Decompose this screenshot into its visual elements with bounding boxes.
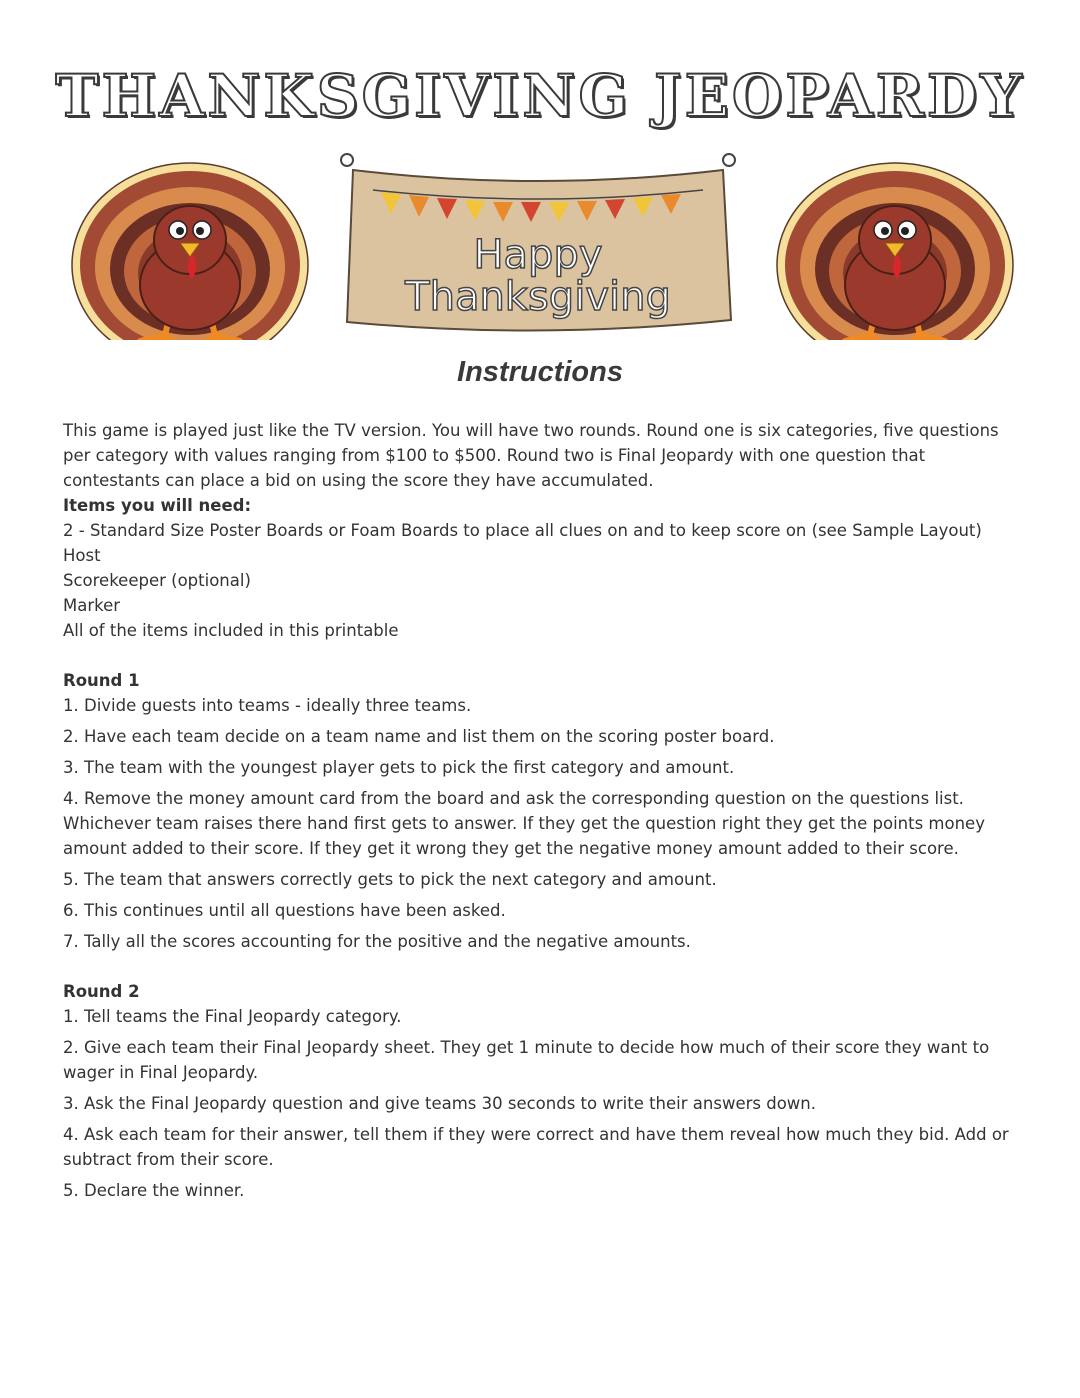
list-item: 6. This continues until all questions have been asked. bbox=[63, 901, 506, 920]
turkey-illustration-left bbox=[70, 150, 310, 340]
list-item: 5. The team that answers correctly gets to pick the next category and amount. bbox=[63, 870, 717, 889]
items-title: Items you will need: bbox=[63, 496, 252, 515]
round2-section bbox=[63, 979, 1023, 1203]
instructions-heading: Instructions bbox=[457, 356, 623, 388]
banner-line-1: Happy bbox=[473, 232, 603, 278]
banner-line-2: Thanksgiving bbox=[405, 274, 671, 320]
list-item: All of the items included in this printable bbox=[63, 621, 399, 640]
round1-title: Round 1 bbox=[63, 671, 140, 690]
list-item: 2 - Standard Size Poster Boards or Foam Boards to place all clues on and to keep score on (see Sample Layout) bbox=[63, 521, 982, 540]
list-item: 5. Declare the winner. bbox=[63, 1181, 245, 1200]
list-item: 2. Give each team their Final Jeopardy sheet. They get 1 minute to decide how much of their score they want to wager in Final Jeopardy. bbox=[63, 1038, 990, 1082]
list-item: 1. Divide guests into teams - ideally three teams. bbox=[63, 696, 472, 715]
items-section bbox=[63, 493, 1023, 643]
list-item: Host bbox=[63, 546, 101, 565]
round1-section bbox=[63, 668, 1023, 954]
intro-paragraph: This game is played just like the TV version. You will have two rounds. Round one is six categories, five questions per category with values ranging from $100 to $500. Round two is Final Jeopardy with one question that contestants can place a bid on using the score they have accumulated. bbox=[63, 421, 999, 490]
instructions-content bbox=[63, 418, 1023, 1209]
list-item: Scorekeeper (optional) bbox=[63, 571, 251, 590]
happy-thanksgiving-banner bbox=[333, 150, 743, 340]
round2-title: Round 2 bbox=[63, 982, 140, 1001]
page-title: THANKSGIVING JEOPARDY bbox=[55, 62, 1025, 130]
list-item: 1. Tell teams the Final Jeopardy category. bbox=[63, 1007, 402, 1026]
turkey-illustration-right bbox=[775, 150, 1015, 340]
list-item: 2. Have each team decide on a team name and list them on the scoring poster board. bbox=[63, 727, 775, 746]
list-item: 4. Ask each team for their answer, tell them if they were correct and have them reveal how much they bid. Add or subtract from their score. bbox=[63, 1125, 1009, 1169]
list-item: Marker bbox=[63, 596, 121, 615]
list-item: 4. Remove the money amount card from the board and ask the corresponding question on the questions list. Whichever team raises there hand first gets to answer. If they get the question right they get the points money amount added to their score. If they get it wrong they get the negative money amount added to their score. bbox=[63, 789, 985, 858]
list-item: 7. Tally all the scores accounting for the positive and the negative amounts. bbox=[63, 932, 691, 951]
list-item: 3. Ask the Final Jeopardy question and give teams 30 seconds to write their answers down. bbox=[63, 1094, 816, 1113]
list-item: 3. The team with the youngest player gets to pick the first category and amount. bbox=[63, 758, 735, 777]
